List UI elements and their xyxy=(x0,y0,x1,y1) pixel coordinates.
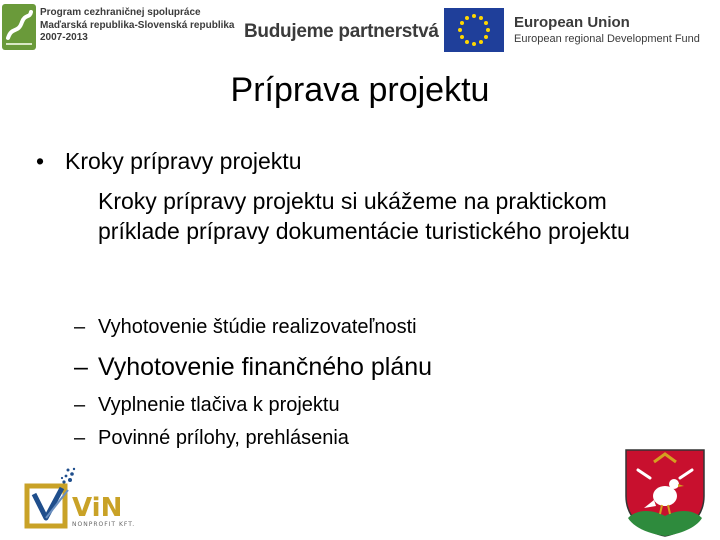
program-logo-line-3: 2007-2013 xyxy=(40,32,88,43)
vin-logo-wordmark: ViN xyxy=(72,493,123,523)
sub-item-dash: – xyxy=(74,316,86,338)
sub-item-label: Povinné prílohy, prehlásenia xyxy=(98,427,349,449)
sub-item-label: Vyhotovenie finančného plánu xyxy=(98,353,433,381)
eu-label xyxy=(514,14,700,46)
sub-item-label: Vyplnenie tlačiva k projektu xyxy=(98,394,340,416)
program-logo-line-1: Program cezhraničnej spolupráce xyxy=(40,7,201,18)
vin-logo-subtext: NONPROFIT KFT. xyxy=(72,521,136,528)
eu-title: European Union xyxy=(514,14,630,31)
bullet-dot: • xyxy=(36,148,45,174)
sub-item-dash: – xyxy=(74,427,86,449)
sub-item-label: Vyhotovenie štúdie realizovateľnosti xyxy=(98,316,417,338)
sub-item xyxy=(74,314,417,340)
sub-item xyxy=(74,350,432,384)
coat-of-arms-icon xyxy=(624,448,706,538)
program-logo-line-2: Maďarská republika-Slovenská republika xyxy=(40,19,235,31)
sub-item xyxy=(74,392,340,418)
bullet-paragraph: Kroky prípravy projektu si ukážeme na praktickom príklade prípravy dokumentácie turistického projektu xyxy=(98,188,630,244)
program-logo xyxy=(2,4,235,52)
program-logo-mark-icon xyxy=(2,4,36,50)
eu-flag-icon xyxy=(444,8,504,52)
program-logo-text xyxy=(40,7,235,45)
bullet-label: Kroky prípravy projektu xyxy=(65,148,302,174)
eu-subtitle: European regional Development Fund xyxy=(514,33,700,45)
sub-item-dash: – xyxy=(74,394,86,416)
sub-item xyxy=(74,425,349,451)
slide-title: Príprava projektu xyxy=(230,71,490,109)
slogan: Budujeme partnerstvá xyxy=(244,21,439,42)
sub-item-dash: – xyxy=(74,353,88,381)
vin-logo-icon xyxy=(24,466,144,532)
